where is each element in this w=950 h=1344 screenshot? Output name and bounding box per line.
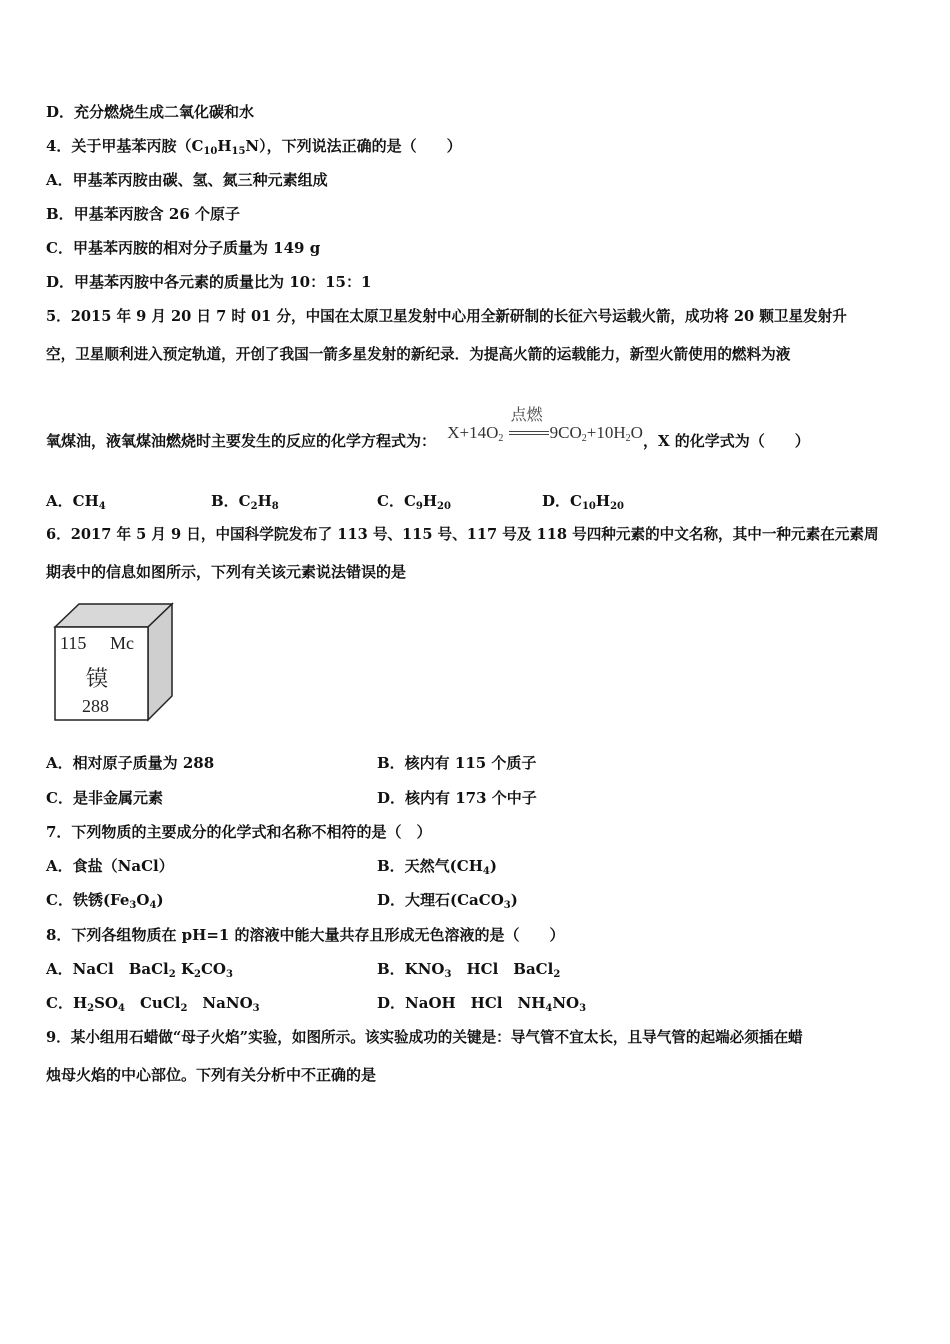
q5-line-3 bbox=[46, 405, 810, 451]
q9-line-2: 烛母火焰的中心部位。下列有关分析中不正确的是 bbox=[46, 1066, 377, 1084]
q8-option-b: B．$KNO_3$ HCl BaCl$_2$ bbox=[377, 960, 561, 980]
periodic-element-cube bbox=[52, 600, 176, 724]
q4-sub: 10 bbox=[203, 146, 218, 157]
element-number: 115 bbox=[60, 633, 87, 653]
q5-option-c: C．$C_9H_{20}$ bbox=[377, 492, 451, 512]
q5-line-2: 空，卫星顺利进入预定轨道，开创了我国一箭多星发射的新纪录．为提高火箭的运载能力，新型火箭使用的燃料为液 bbox=[46, 346, 791, 363]
eq-sub: 2 bbox=[498, 433, 504, 444]
eq-rhs-3: O bbox=[630, 423, 643, 442]
q8-option-a: A．NaCl BaCl$_2$ $K_2CO_3$ bbox=[46, 960, 233, 980]
question-7: 7．下列物质的主要成分的化学式和名称不相符的是（ ） bbox=[46, 823, 432, 841]
q7-option-c: C．铁锈$(Fe_3O_4)$ bbox=[46, 891, 164, 911]
eq-rhs-2: +10H bbox=[586, 423, 626, 442]
q5-option-b: B．$C_2H_8$ bbox=[211, 492, 279, 512]
q7-option-a: A．食盐（NaCl） bbox=[46, 857, 174, 875]
q7-option-b: B．天然气$(CH_4)$ bbox=[377, 857, 497, 877]
q4-prefix: 4．关于甲基苯丙胺（C bbox=[46, 137, 204, 155]
question-8: 8．下列各组物质在 pH=1 的溶液中能大量共存且形成无色溶液的是（ ） bbox=[46, 926, 565, 944]
q5-line-3-prefix: 氧煤油，液氧煤油燃烧时主要发生的反应的化学方程式为： bbox=[46, 432, 437, 450]
q6-line-1: 6．2017 年 5 月 9 日，中国科学院发布了 113 号、115 号、117 号及 118 号四种元素的中文名称，其中一种元素在元素周 bbox=[46, 526, 879, 543]
element-name: 镆 bbox=[86, 667, 109, 692]
q5-line-3-suffix: ，X 的化学式为（ ） bbox=[642, 432, 810, 450]
q6-option-a: A．相对原子质量为 288 bbox=[46, 754, 215, 772]
q5-option-a: A．$CH_4$ bbox=[46, 492, 106, 512]
q4-option-a: A．甲基苯丙胺由碳、氢、氮三种元素组成 bbox=[46, 171, 328, 189]
q4-option-d: D．甲基苯丙胺中各元素的质量比为 10：15：1 bbox=[46, 273, 372, 291]
reaction-arrow bbox=[509, 405, 549, 441]
eq-lhs: X+14O bbox=[447, 423, 499, 442]
element-symbol: Mc bbox=[110, 633, 134, 653]
q8-option-c: C．$H_2SO_4$ CuCl$_2$ NaNO$_3$ bbox=[46, 994, 260, 1014]
q4-option-c: C．甲基苯丙胺的相对分子质量为 149 g bbox=[46, 239, 321, 257]
eq-sub: 2 bbox=[581, 433, 587, 444]
q8-option-d: D．NaOH HCl $NH_4NO_3$ bbox=[377, 994, 587, 1014]
reaction-condition: 点燃 bbox=[510, 405, 543, 425]
eq-sub: 2 bbox=[625, 433, 631, 444]
q9-line-1: 9．某小组用石蜡做“母子火焰”实验，如图所示。该实验成功的关键是：导气管不宜太长，且导气管的起端必须插在蜡 bbox=[46, 1029, 803, 1046]
q5-line-1: 5．2015 年 9 月 20 日 7 时 01 分，中国在太原卫星发射中心用全新研制的长征六号运载火箭，成功将 20 颗卫星发射升 bbox=[46, 308, 847, 325]
question-4 bbox=[46, 136, 462, 156]
q4-sub: 15 bbox=[231, 146, 246, 157]
q4-suffix: N），下列说法正确的是（ ） bbox=[245, 137, 462, 155]
q6-option-d: D．核内有 173 个中子 bbox=[377, 789, 537, 807]
q7-option-d: D．大理石(CaCO$_3$) bbox=[377, 891, 518, 911]
q4-mid: H bbox=[217, 137, 232, 155]
q5-option-d: D．$C_{10}H_{20}$ bbox=[542, 492, 624, 512]
q6-option-b: B．核内有 115 个质子 bbox=[377, 754, 537, 772]
eq-rhs-1: 9CO bbox=[549, 423, 582, 442]
chemical-equation bbox=[447, 405, 643, 444]
element-mass: 288 bbox=[82, 696, 109, 716]
q4-option-b: B．甲基苯丙胺含 26 个原子 bbox=[46, 205, 240, 223]
q3-option-d: D．充分燃烧生成二氧化碳和水 bbox=[46, 103, 255, 121]
q6-option-c: C．是非金属元素 bbox=[46, 789, 163, 807]
q6-line-2: 期表中的信息如图所示，下列有关该元素说法错误的是 bbox=[46, 563, 407, 581]
